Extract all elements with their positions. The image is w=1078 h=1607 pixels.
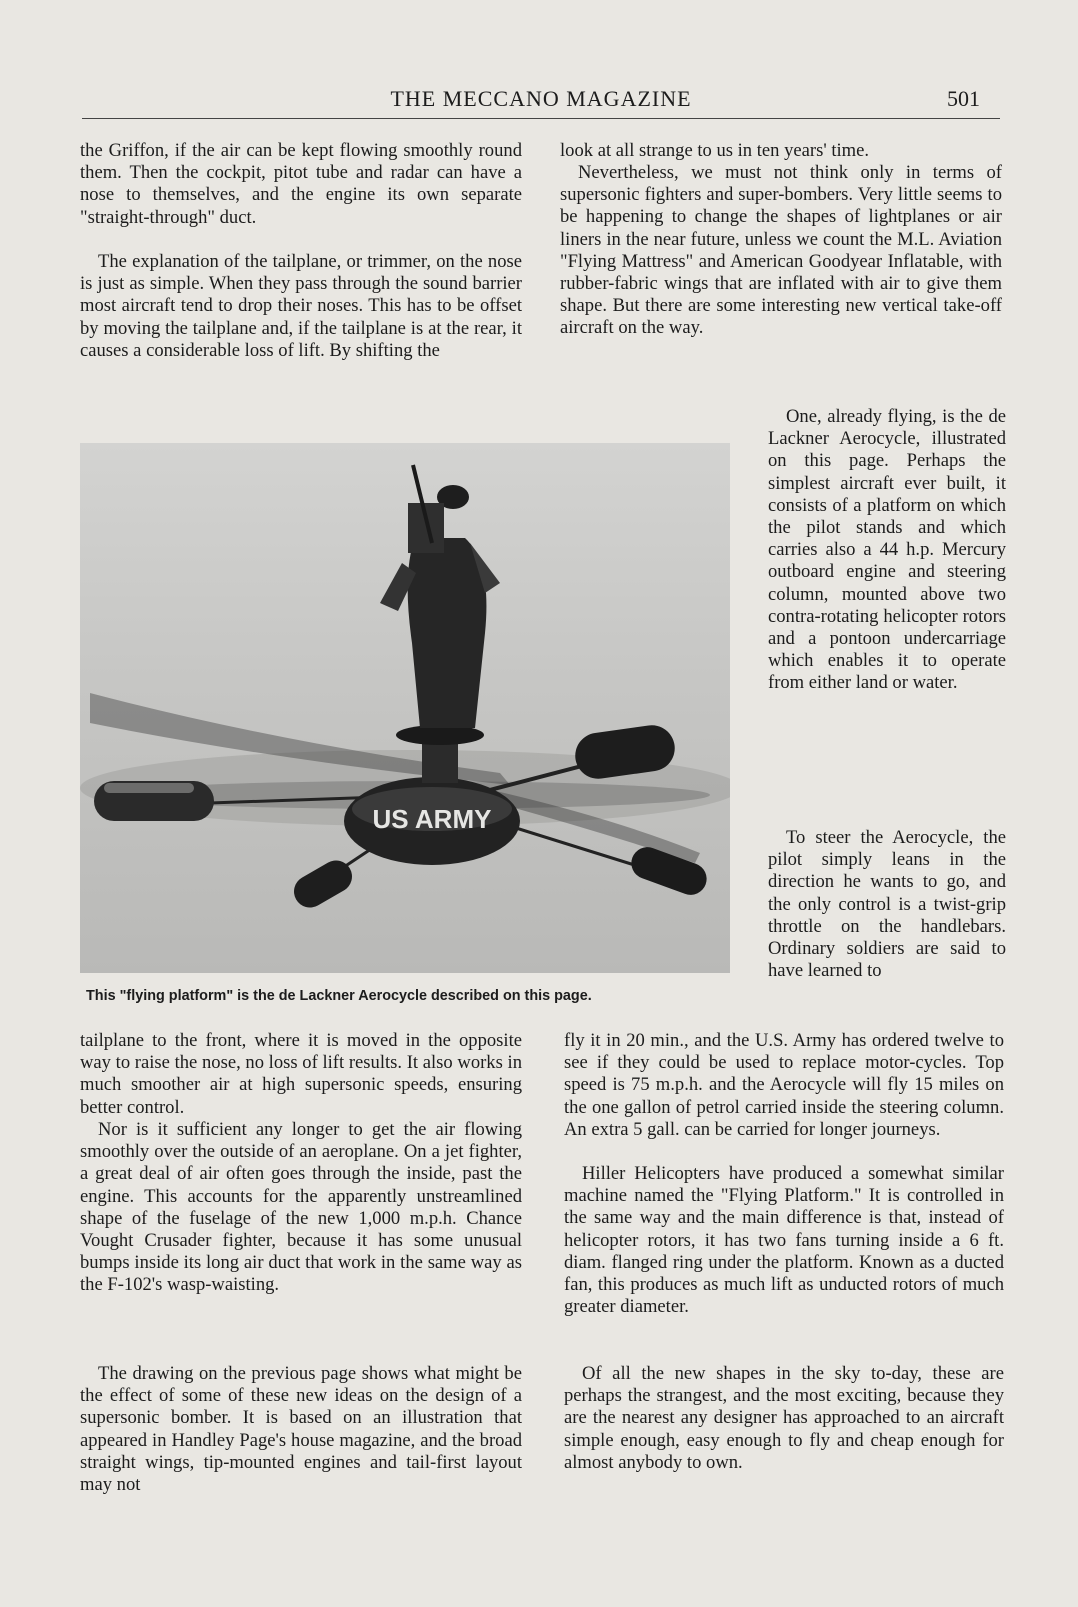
magazine-title: THE MECCANO MAGAZINE: [390, 86, 692, 111]
left-paragraph-4: Nor is it sufficient any longer to get the air flowing smoothly over the outside of an aeroplane. On a jet fighter, a great deal of air often goes through the inside, past the engine. This accounts for the apparently unstreamlined shape of the fuselage of the new 1,000 m.p.h. Chance Vought Crusader fighter, because it has some unusual bumps inside its long air duct that work in the same way as the F-102's wasp-waisting.: [80, 1119, 522, 1296]
left-paragraph-5: The drawing on the previous page shows what might be the effect of some of these new ideas on the design of a supersonic bomber. It is based on an illustration that appeared in Handley Page's house magazine, and the broad straight wings, tip-mounted engines and tail-first layout may not: [80, 1363, 522, 1496]
right-paragraph-5: fly it in 20 min., and the U.S. Army has ordered twelve to see if they could be used to replace motor-cycles. Top speed is 75 m.p.h. and the Aerocycle will fly 15 miles on the one gallon of petrol carried inside the steering column. An extra 5 gall. can be carried for longer journeys.: [564, 1030, 1004, 1140]
right-paragraph-3: One, already flying, is the de Lackner Aerocycle, illustrated on this page. Perhaps the simplest aircraft ever built, it consists of a platform on which the pilot stands and which carries also a 44 h.p. Mercury outboard engine and steering column, mounted above two contra-rotating helicopter rotors and a pontoon undercarriage which enables it to operate from either land or water.: [768, 406, 1006, 694]
page-number: 501: [947, 86, 980, 111]
aerocycle-illustration: [80, 443, 730, 973]
running-head: [82, 86, 1000, 119]
pilot-body: [408, 538, 487, 728]
left-paragraph-3: tailplane to the front, where it is moved in the opposite way to raise the nose, no loss of lift results. It also works in much smoother air at high supersonic speeds, ensuring better control.: [80, 1030, 522, 1118]
us-army-marking: US ARMY: [372, 804, 492, 834]
aerocycle-photo: [80, 443, 730, 973]
pontoon-left-highlight: [104, 783, 194, 793]
left-paragraph-2: The explanation of the tailplane, or trimmer, on the nose is just as simple. When they pass through the sound barrier most aircraft tend to drop their noses. This has to be offset by moving the tailplane and, if the tailplane is at the rear, it causes a considerable loss of lift. By shifting the: [80, 251, 522, 361]
right-paragraph-6: Hiller Helicopters have produced a somewhat similar machine named the "Flying Platform." It is controlled in the same way and the main difference is that, instead of helicopter rotors, it has two fans turning inside a 6 ft. diam. flanged ring under the platform. Known as a ducted fan, this produces as much lift as unducted rotors of much greater diameter.: [564, 1163, 1004, 1318]
right-paragraph-2: Nevertheless, we must not think only in terms of supersonic fighters and super-bombers. Very little seems to be happening to change the shapes of lightplanes or air liners in the near future, unless we count the M.L. Aviation "Flying Mattress" and American Goodyear Inflatable, with rubber-fabric wings that are inflated with air to give them shape. But there are some interesting new vertical take-off aircraft on the way.: [560, 162, 1002, 339]
photo-caption: This "flying platform" is the de Lackner Aerocycle described on this page.: [86, 988, 592, 1004]
right-paragraph-1: look at all strange to us in ten years' time.: [560, 140, 870, 161]
right-paragraph-7: Of all the new shapes in the sky to-day, these are perhaps the strangest, and the most exciting, because they are the nearest any designer has approached to an aircraft simple enough, easy enough to fly and cheap enough for almost anybody to own.: [564, 1363, 1004, 1473]
right-paragraph-4: To steer the Aerocycle, the pilot simply leans in the direction he wants to go, and the only control is a twist-grip throttle on the handlebars. Ordinary soldiers are said to have learned to: [768, 827, 1006, 982]
left-paragraph-1: the Griffon, if the air can be kept flowing smoothly round them. Then the cockpit, pitot tube and radar can have a nose to themselves, and the engine its own separate "straight-through" duct.: [80, 140, 522, 228]
